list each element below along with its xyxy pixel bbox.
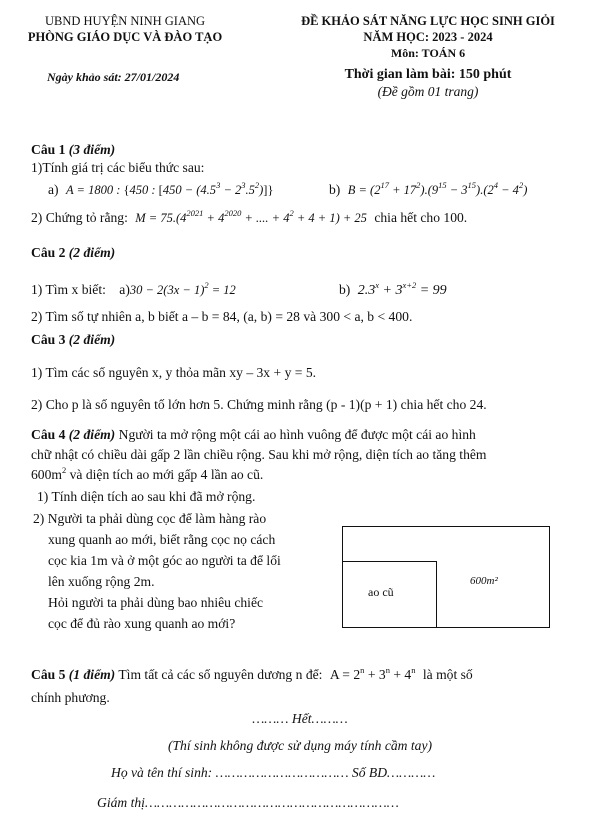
q4-part2-line-1: 2) Người ta phải dùng cọc để làm hàng rào bbox=[33, 511, 267, 526]
dept-name: UBND HUYỆN NINH GIANG bbox=[44, 14, 206, 28]
q4-part1: 1) Tính diện tích ao sau khi đã mở rộng. bbox=[37, 489, 256, 504]
school-year: NĂM HỌC: 2023 - 2024 bbox=[363, 30, 493, 44]
q1-b-expression: $B = (2^{17} + 17^2).(9^{15} - 3^{15}).(2^4 - 4^2)$ bbox=[347, 180, 528, 197]
q2-a-expression: $30 - 2(3x - 1)^2 = 12$ bbox=[129, 280, 236, 297]
q2-b-expression: $2.3^x + 3^{x+2} = 99$ bbox=[357, 280, 447, 298]
q4-intro-line1: Người ta mở rộng một cái ao hình vuông để được một cái ao hình bbox=[118, 427, 476, 442]
q3-heading bbox=[31, 332, 115, 349]
q5-expression: $A = 2^n + 3^n + 4^n$ bbox=[329, 665, 416, 682]
q1-b bbox=[329, 182, 527, 199]
exam-title: ĐỀ KHẢO SÁT NĂNG LỰC HỌC SINH GIỎI bbox=[301, 14, 555, 28]
q1-title: Câu 1 bbox=[31, 142, 66, 157]
q1-heading bbox=[31, 142, 115, 159]
q3-part2: 2) Cho p là số nguyên tố lớn hơn 5. Chứng minh rằng (p - 1)(p + 1) chia hết cho 24. bbox=[31, 397, 487, 412]
q1-a bbox=[48, 182, 273, 199]
q1-points: (3 điểm) bbox=[68, 142, 116, 157]
q3-points: (2 điểm) bbox=[68, 332, 116, 347]
q4-part2-line-2: xung quanh ao mới, biết rằng cọc nọ cách bbox=[48, 532, 276, 547]
q5-points: (1 điểm) bbox=[68, 667, 116, 682]
candidate-info-line: Họ và tên thí sinh: …………………………… Số BD………… bbox=[111, 765, 436, 780]
q2-part2: 2) Tìm số tự nhiên a, b biết a – b = 84, (a, b) = 28 và 300 < a, b < 400. bbox=[31, 309, 413, 324]
added-area-label: 600m² bbox=[470, 575, 498, 587]
q2-points: (2 điểm) bbox=[68, 245, 116, 260]
q3-title: Câu 3 bbox=[31, 332, 66, 347]
q4-area-increase: $600m^2$ bbox=[31, 465, 67, 482]
old-pond-label: ao cũ bbox=[368, 585, 394, 599]
office-name: PHÒNG GIÁO DỤC VÀ ĐÀO TẠO bbox=[27, 30, 223, 44]
q4-intro-1 bbox=[31, 427, 476, 444]
q3-part1: 1) Tìm các số nguyên x, y thỏa mãn xy – 3x + y = 5. bbox=[31, 365, 317, 380]
end-marker: ……… Hết……… bbox=[252, 711, 348, 726]
q2-title: Câu 2 bbox=[31, 245, 66, 260]
page-count: (Đề gồm 01 trang) bbox=[377, 84, 479, 99]
q1-part2-prefix: 2) Chứng tỏ rằng: bbox=[31, 210, 128, 225]
q4-intro-3 bbox=[31, 467, 263, 484]
q1-part2-suffix: chia hết cho 100. bbox=[374, 210, 468, 225]
q2-b bbox=[339, 282, 447, 300]
calculator-note: (Thí sinh không được sử dụng máy tính cầm tay) bbox=[167, 738, 433, 753]
q5-line2: chính phương. bbox=[31, 690, 110, 705]
q4-part2-line-4: lên xuống rộng 2m. bbox=[48, 574, 155, 589]
q4-part2-line-6: cọc để đủ rào xung quanh ao mới? bbox=[48, 616, 236, 631]
q2-b-label: b) bbox=[339, 282, 351, 297]
q1-a-label: a) bbox=[48, 182, 59, 197]
q4-part2-line-3: cọc kia 1m và ở một góc ao người ta để lối bbox=[48, 553, 281, 568]
q4-intro-line2: chữ nhật có chiều dài gấp 2 lần chiều rộng. Sau khi mở rộng, diện tích ao tăng thêm bbox=[31, 447, 487, 462]
proctor-line: Giám thị……………………………………………………… bbox=[97, 795, 399, 810]
q5-line1 bbox=[31, 667, 473, 684]
q4-intro-line3-suffix: và diện tích ao mới gấp 4 lần ao cũ. bbox=[69, 467, 264, 482]
q5-title: Câu 5 bbox=[31, 667, 66, 682]
q5-line1-suffix: là một số bbox=[422, 667, 473, 682]
q5-line1-prefix: Tìm tất cả các số nguyên dương n để: bbox=[118, 667, 323, 682]
q4-part2-line-5: Hỏi người ta phải dùng bao nhiêu chiếc bbox=[48, 595, 264, 610]
q1-b-label: b) bbox=[329, 182, 341, 197]
q4-points: (2 điểm) bbox=[68, 427, 116, 442]
q2-part1 bbox=[31, 282, 236, 299]
q2-part1-prefix: 1) Tìm x biết: bbox=[31, 282, 106, 297]
q1-a-expression: A = 1800 : {450 : $[450 - (4.5^3 - 2^3.5^2)]$} bbox=[65, 180, 274, 197]
duration: Thời gian làm bài: 150 phút bbox=[344, 67, 512, 82]
q1-m-expression: $M = 75.(4^{2021} + 4^{2020}$ + .... + $4^2 + 4 + 1) + 25$ bbox=[135, 208, 367, 225]
q1-part1-intro: 1)Tính giá trị các biểu thức sau: bbox=[31, 160, 205, 175]
exam-date: Ngày khảo sát: 27/01/2024 bbox=[47, 70, 180, 84]
q1-part2 bbox=[31, 210, 467, 227]
subject: Môn: TOÁN 6 bbox=[390, 46, 466, 60]
q2-a-label: a) bbox=[119, 282, 130, 297]
q2-heading bbox=[31, 245, 115, 262]
q4-title: Câu 4 bbox=[31, 427, 66, 442]
